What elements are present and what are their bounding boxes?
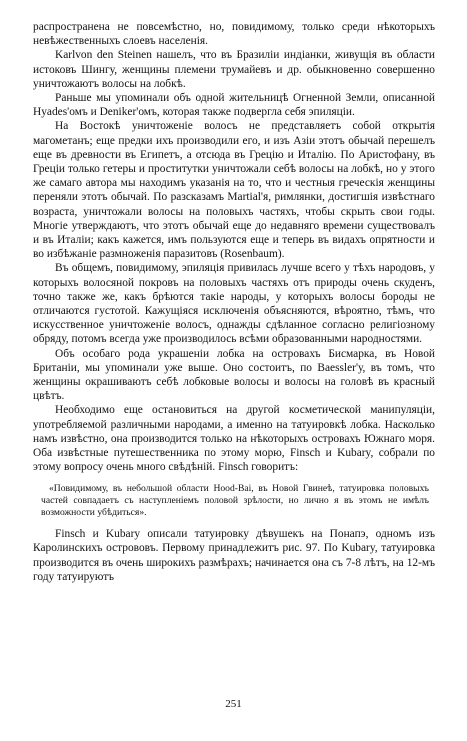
- paragraph-8: Finsch и Kubary описали татуировку дѣвушекъ на Понапэ, одномъ изъ Каролинскихъ острововъ. Первому принадлежитъ рис. 97. По Kubary, татуировка производится въ очень широкихъ размѣрахъ; начинается она съ 7-8 лѣтъ, на 12-мъ году татуируютъ: [33, 528, 435, 583]
- paragraph-7: Необходимо еще остановиться на другой косметической манипуляціи, употребляемой различными народами, а именно на татуировкѣ лобка. Насколько намъ извѣстно, она производится только на нѣкоторыхъ островахъ Южнаго моря. Оба извѣстные путешественника по этому морю, Finsch и Kubary, собрали по этому вопросу очень много свѣдѣній. Finsch говоритъ:: [33, 404, 435, 474]
- page-number: 251: [225, 698, 242, 710]
- paragraph-6: Объ особаго рода украшеніи лобка на островахъ Бисмарка, въ Новой Британіи, мы упоминали уже выше. Оно состоитъ, по Baessler'у, въ томъ, что женщины окрашиваютъ себѣ лобковые волосы и волосы на головѣ въ красный цвѣтъ.: [33, 347, 435, 403]
- paragraph-5: Въ общемъ, повидимому, эпиляція привилась лучше всего у тѣхъ народовъ, у которыхъ волосяной покровъ на половыхъ частяхъ отъ природы очень скуденъ, точно также же, какъ брѣются такіе народы, у которыхъ волосы бороды не отличаются густотой. Кажущіяся исключенія объясняются, вѣроятно, тѣмъ, что искусственное уничтоженіе волосъ, однажды сдѣланное согласно религіозному обряду, потомъ всегда уже производилось всѣми образованными народностями.: [33, 262, 435, 346]
- paragraph-1: распространена не повсемѣстно, но, повидимому, только среди нѣкоторыхъ невѣжественныхъ слоевъ населенія.: [33, 21, 435, 48]
- block-quote: «Повидимому, въ небольшой области Hood-Bai, въ Новой Гвинеѣ, татуировка половыхъ частей совпадаетъ съ наступленіемъ половой зрѣлости, но лично я въ этомъ не имѣлъ возможности убѣдиться».: [41, 482, 429, 518]
- paragraph-2: Karlvon den Steinen нашелъ, что въ Бразиліи индіанки, живущія въ области истоковъ Шингу, женщины племени трумайевъ и др. обыкновенно совершенно уничтожаютъ волосы на лобкѣ.: [33, 49, 435, 90]
- paragraph-3: Раньше мы упоминали объ одной жительницѣ Огненной Земли, описанной Hyades'омъ и Deniker'омъ, которая также подвергла себя эпиляціи.: [33, 92, 435, 119]
- paragraph-4: На Востокѣ уничтоженіе волосъ не представляетъ собой открытія магометанъ; еще предки ихъ производили его, и изъ Азіи этотъ обычай перешелъ еще въ древности въ Египетъ, а отсюда въ Грецію и Италію. По Аристофану, въ Греціи только гетеры и проститутки уничтожали себѣ волосы на лобкѣ, но у этого же самаго автора мы находимъ указанія на то, что и честныя греческія женщины переняли этотъ обычай. По разсказамъ Martial'я, римлянки, достигшія извѣстнаго возраста, уничтожали волосы на половыхъ частяхъ, чтобы скрыть свои годы. Многіе утверждаютъ, что этотъ обычай еще до недавняго времени существовалъ и въ Италіи; какъ кажется, имъ пользуются еще и теперь въ видахъ опрятности и во избѣжаніе размноженія паразитовъ (Rosenbaum).: [33, 120, 435, 261]
- body-text: [33, 20, 435, 584]
